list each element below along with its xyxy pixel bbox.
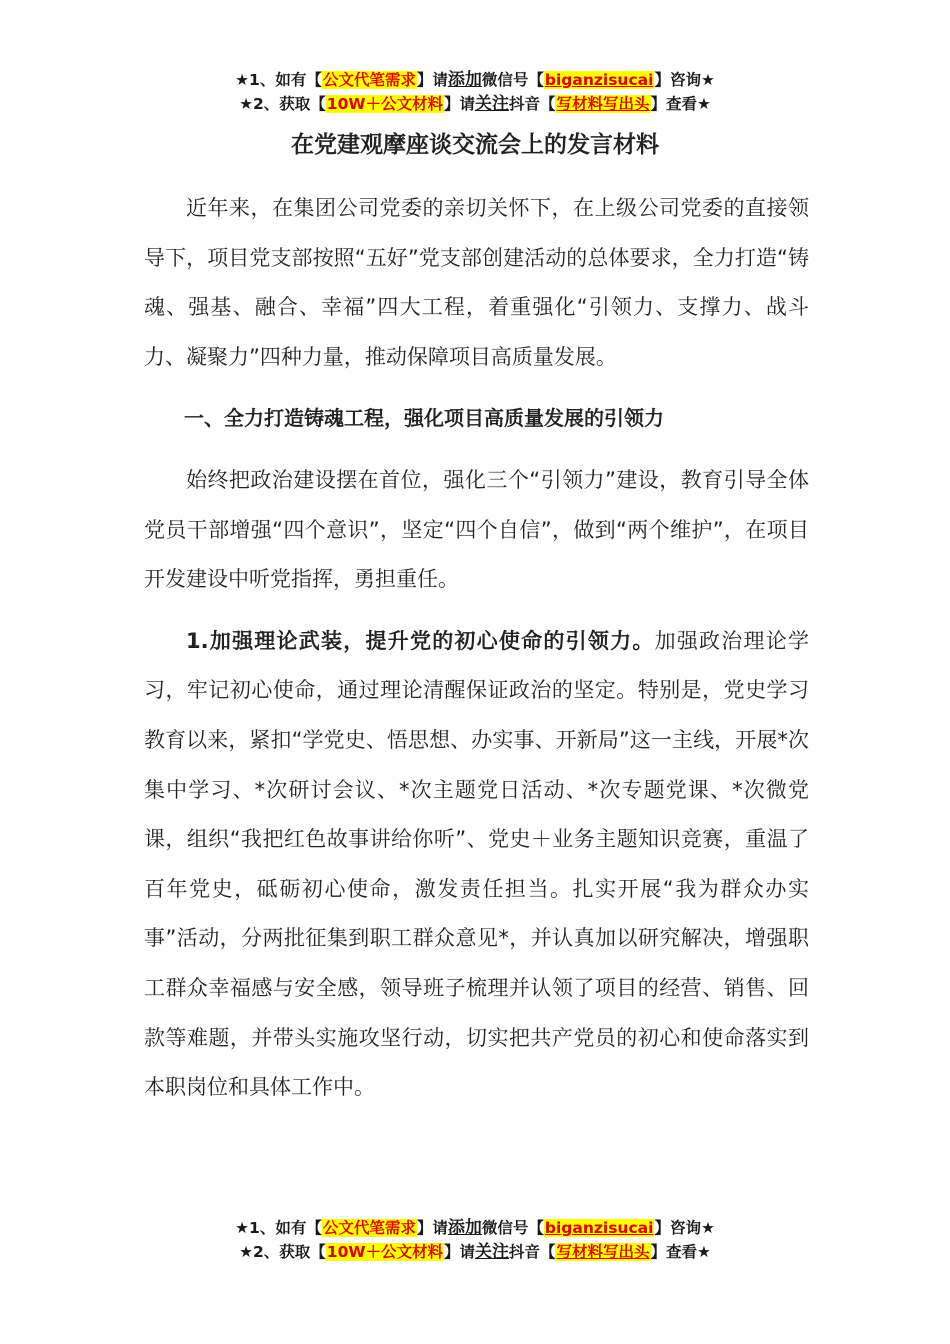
banner-line-2 (0, 92, 950, 116)
banner-text: 抖音【 (508, 1243, 556, 1261)
banner-emphasis: 关注 (474, 1242, 509, 1262)
banner-emphasis: 添加 (447, 1218, 482, 1238)
banner-text: ★2、获取【 (239, 1243, 326, 1261)
banner-emphasis: 添加 (447, 70, 482, 90)
banner-line-1 (0, 68, 950, 92)
banner-douyin-account: 写材料写出头 (556, 95, 650, 113)
banner-text: ★1、如有【 (235, 1219, 322, 1237)
intro-paragraph: 近年来，在集团公司党委的亲切关怀下，在上级公司党委的直接领导下，项目党支部按照“五好”党支部创建活动的总体要求，全力打造“铸魂、强基、融合、幸福”四大工程，着重强化“引领力、支撑力、战斗力、凝聚力”四种力量，推动保障项目高质量发展。 (144, 196, 809, 369)
banner-emphasis: 关注 (474, 94, 509, 114)
banner-text: 】请 (416, 71, 448, 89)
banner-text: 】咨询★ (654, 71, 715, 89)
top-ad-banner (0, 68, 950, 116)
banner-text: ★2、获取【 (239, 95, 326, 113)
banner-text: 抖音【 (508, 95, 556, 113)
banner-text: 微信号【 (481, 1219, 544, 1237)
banner-wechat-id: biganzisucai (544, 71, 654, 89)
banner-text: 】咨询★ (654, 1219, 715, 1237)
section-heading: 一、全力打造铸魂工程，强化项目高质量发展的引领力 (184, 406, 664, 431)
item-paragraph (144, 617, 809, 1113)
banner-text: 】请 (443, 1243, 475, 1261)
banner-highlight: 10W＋公文材料 (326, 1243, 443, 1261)
document-title: 在党建观摩座谈交流会上的发言材料 (291, 132, 659, 158)
banner-text: 微信号【 (481, 71, 544, 89)
item-body: 加强政治理论学习，牢记初心使命，通过理论清醒保证政治的坚定。特别是，党史学习教育以来，紧扣“学党史、悟思想、办实事、开新局”这一主线，开展*次集中学习、*次研讨会议、*次主题党日活动、*次专题党课、*次微党课，组织“我把红色故事讲给你听”、党史＋业务主题知识竞赛，重温了百年党史，砥砺初心使命，激发责任担当。扎实开展“我为群众办实事”活动，分两批征集到职工群众意见*，并认真加以研究解决，增强职工群众幸福感与安全感，领导班子梳理并认领了项目的经营、销售、回款等难题，并带头实施攻坚行动，切实把共产党员的初心和使命落实到本职岗位和具体工作中。 (144, 628, 810, 1100)
banner-line-2 (0, 1240, 950, 1264)
bottom-ad-banner (0, 1216, 950, 1264)
banner-wechat-id: biganzisucai (544, 1219, 654, 1237)
banner-text: 】请 (443, 95, 475, 113)
banner-text: 】请 (416, 1219, 448, 1237)
section-paragraph: 始终把政治建设摆在首位，强化三个“引领力”建设，教育引导全体党员干部增强“四个意识”，坚定“四个自信”，做到“两个维护”，在项目开发建设中听党指挥，勇担重任。 (144, 467, 809, 592)
banner-highlight: 公文代笔需求 (322, 71, 416, 89)
banner-line-1 (0, 1216, 950, 1240)
document-body (144, 184, 809, 1113)
banner-text: ★1、如有【 (235, 71, 322, 89)
banner-highlight: 公文代笔需求 (322, 1219, 416, 1237)
item-lead: 1.加强理论武装，提升党的初心使命的引领力。 (186, 628, 655, 653)
banner-text: 】查看★ (650, 95, 711, 113)
banner-text: 】查看★ (650, 1243, 711, 1261)
banner-highlight: 10W＋公文材料 (326, 95, 443, 113)
banner-douyin-account: 写材料写出头 (556, 1243, 650, 1261)
